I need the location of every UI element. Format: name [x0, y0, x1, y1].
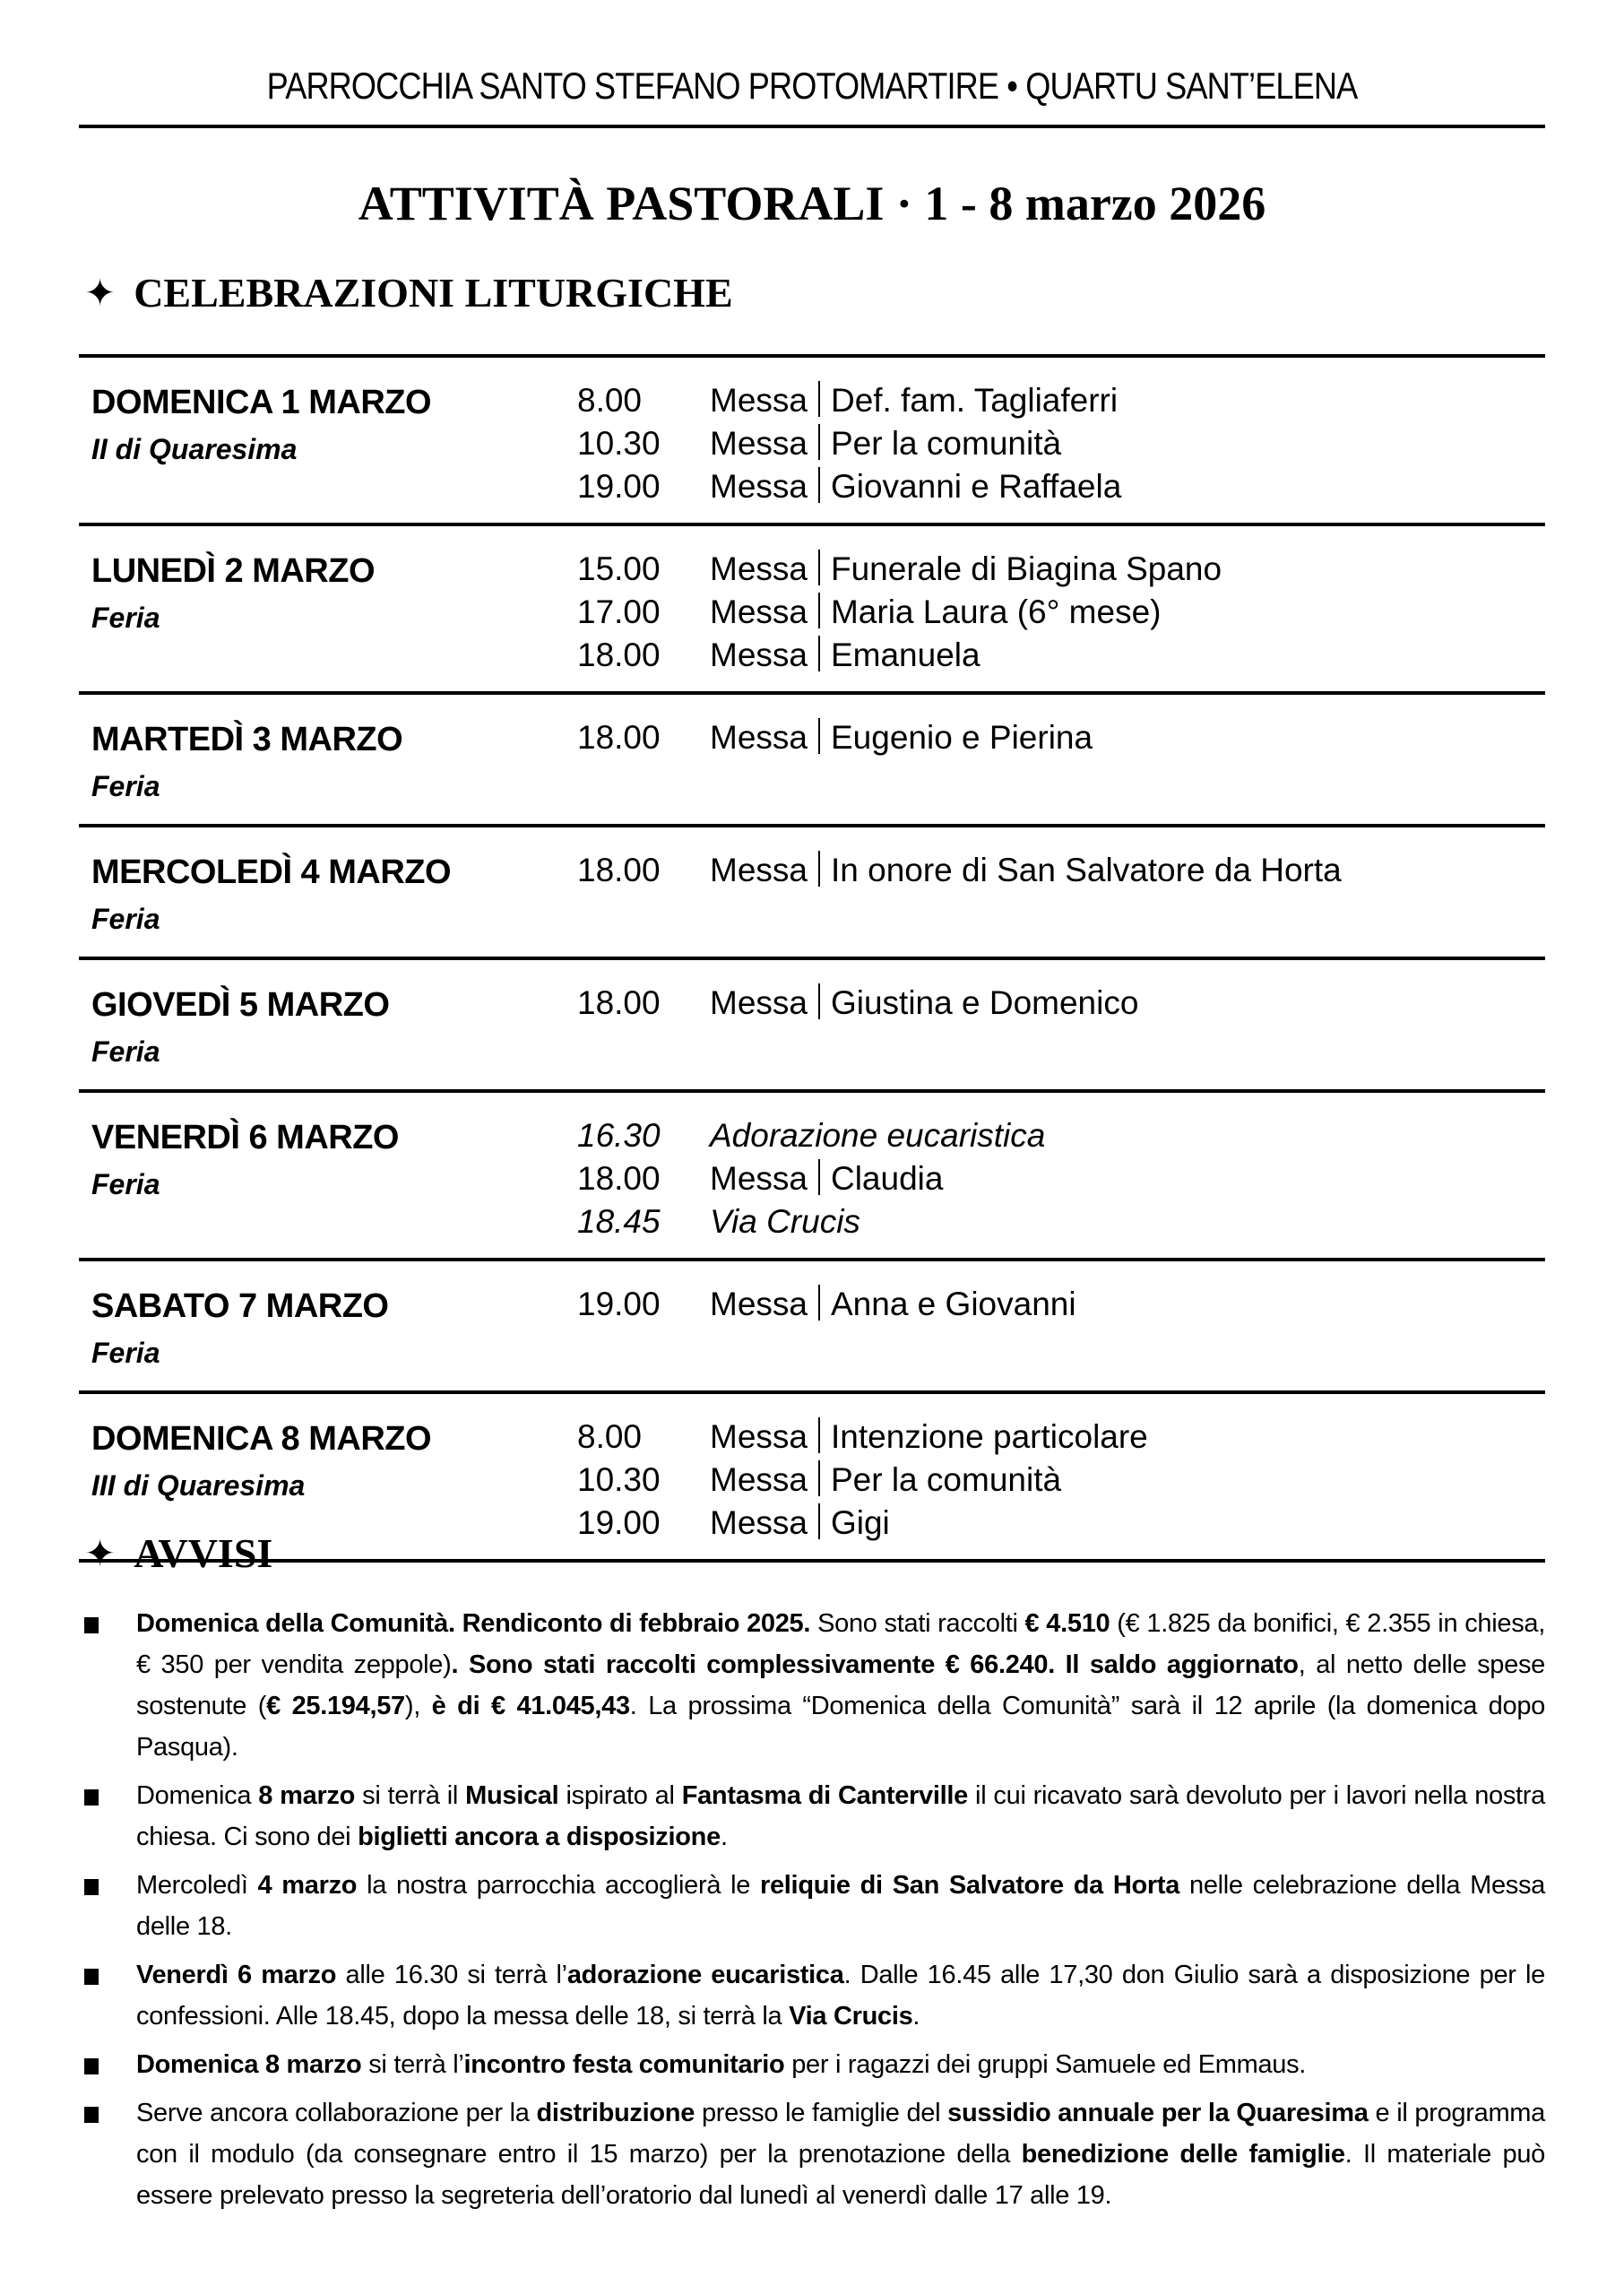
event-type: Messa	[710, 984, 808, 1021]
event-type: Messa	[710, 1418, 808, 1455]
event-intention: Claudia	[830, 1160, 944, 1197]
event-description	[710, 982, 1138, 1025]
section-heading-celebrazioni	[84, 269, 733, 316]
day-name: SABATO 7 MARZO	[91, 1287, 389, 1325]
page-title: ATTIVITÀ PASTORALI · 1 - 8 marzo 2026	[358, 177, 1266, 230]
event-description	[710, 591, 1161, 634]
notice-text: . Il materiale può essere prelevato presso la segreteria dell’oratorio dal lunedì al venerdì dalle 17 alle 19.	[136, 2140, 1545, 2210]
event-item	[577, 716, 1545, 759]
notice-emphasis: adorazione eucaristica	[566, 1961, 844, 1989]
events-list	[577, 849, 1545, 942]
event-intention: Giovanni e Raffaela	[830, 468, 1122, 505]
event-description	[710, 422, 1061, 465]
event-time: 19.00	[577, 1286, 661, 1322]
day-info	[79, 716, 577, 810]
event-time: 8.00	[577, 1418, 643, 1455]
day-info	[79, 379, 577, 508]
event-time: 18.00	[577, 719, 661, 756]
event-time: 18.00	[577, 1160, 661, 1197]
notice-emphasis: è di € 41.045,43	[431, 1692, 630, 1720]
notice-emphasis: Domenica della Comunità. Rendiconto di febbraio 2025.	[136, 1609, 811, 1638]
event-type: Messa	[710, 1461, 808, 1498]
event-description	[710, 1416, 1148, 1459]
event-intention: Funerale di Biagina Spano	[830, 550, 1222, 587]
event-description	[710, 1283, 1076, 1326]
separator	[818, 550, 820, 585]
separator	[818, 424, 820, 460]
event-type: Messa	[710, 1160, 808, 1197]
notice-text: Serve ancora collaborazione per la	[136, 2099, 537, 2127]
square-bullet-icon	[84, 1789, 99, 1806]
schedule-row	[79, 1258, 1545, 1390]
event-description	[710, 849, 1342, 892]
notice-emphasis: Fantasma di Canterville	[681, 1781, 968, 1810]
day-name: DOMENICA 1 MARZO	[91, 384, 432, 421]
day-info	[79, 548, 577, 677]
event-description	[710, 379, 1118, 422]
notice-emphasis: Venerdì 6 marzo	[136, 1961, 337, 1989]
square-bullet-icon	[84, 1879, 99, 1895]
notice-text: si terrà il	[355, 1781, 466, 1810]
liturgical-day: Feria	[91, 1337, 160, 1369]
notice-text: ispirato al	[558, 1781, 682, 1810]
notice-emphasis: benedizione delle famiglie	[1021, 2140, 1345, 2169]
event-intention: Anna e Giovanni	[830, 1286, 1076, 1322]
parish-header: PARROCCHIA SANTO STEFANO PROTOMARTIRE • QUARTU SANT’ELENA	[266, 65, 1358, 107]
event-intention: Emanuela	[830, 637, 980, 673]
event-type: Messa	[710, 1504, 808, 1541]
day-info	[79, 1416, 577, 1545]
event-time: 18.00	[577, 852, 661, 888]
event-description	[710, 1502, 890, 1545]
square-bullet-icon	[84, 2107, 99, 2123]
event-description	[710, 634, 980, 677]
schedule-row	[79, 1390, 1545, 1563]
event-time: 19.00	[577, 1504, 661, 1541]
notice-emphasis: sussidio annuale per la Quaresima	[947, 2099, 1369, 2127]
notice-text: (€ 1.825 da bonifici, € 2.355 in chiesa, € 350 per vendita zeppole)	[136, 1609, 1545, 1679]
day-info	[79, 849, 577, 942]
events-list	[577, 716, 1545, 810]
notice-emphasis: € 25.194,57	[266, 1692, 405, 1720]
notice-text: per i ragazzi dei gruppi Samuele ed Emmaus.	[784, 2050, 1307, 2079]
schedule-row	[79, 1089, 1545, 1258]
notice-emphasis: Via Crucis	[789, 2002, 913, 2031]
event-description	[710, 1200, 860, 1243]
notice-emphasis: € 4.510	[1024, 1609, 1110, 1638]
event-item	[577, 1200, 1545, 1243]
event-intention: Adorazione eucaristica	[710, 1117, 1046, 1154]
event-type: Messa	[710, 852, 808, 888]
notices-list	[79, 1603, 1545, 2223]
notice-item	[79, 1775, 1545, 1858]
notice-text: Mercoledì	[136, 1871, 258, 1900]
liturgical-day: Feria	[91, 602, 160, 634]
liturgical-day: III di Quaresima	[91, 1469, 306, 1502]
event-type: Messa	[710, 425, 808, 462]
event-intention: In onore di San Salvatore da Horta	[830, 852, 1342, 888]
notice-item	[79, 1865, 1545, 1947]
event-time: 8.00	[577, 382, 643, 419]
separator	[818, 851, 820, 887]
notice-text: si terrà l’	[361, 2050, 464, 2079]
day-name: MARTEDÌ 3 MARZO	[91, 721, 403, 758]
schedule-row	[79, 824, 1545, 957]
notice-item	[79, 2044, 1545, 2085]
event-type: Messa	[710, 1286, 808, 1322]
square-bullet-icon	[84, 1617, 99, 1633]
separator	[818, 467, 820, 503]
notice-item	[79, 1954, 1545, 2037]
schedule-row	[79, 354, 1545, 523]
event-time: 17.00	[577, 593, 661, 630]
event-item	[577, 1114, 1545, 1157]
event-item	[577, 1157, 1545, 1200]
notice-item	[79, 2092, 1545, 2216]
notice-emphasis: reliquie di San Salvatore da Horta	[759, 1871, 1180, 1900]
event-item	[577, 634, 1545, 677]
notice-emphasis: 4 marzo	[257, 1871, 358, 1900]
notice-text: ),	[404, 1692, 432, 1720]
event-description	[710, 1157, 943, 1200]
event-intention: Maria Laura (6° mese)	[830, 593, 1162, 630]
header-divider	[79, 125, 1545, 128]
event-item	[577, 465, 1545, 508]
event-time: 18.45	[577, 1203, 661, 1240]
separator	[818, 1417, 820, 1453]
event-item	[577, 422, 1545, 465]
separator	[818, 983, 820, 1019]
schedule-row	[79, 691, 1545, 824]
schedule-row	[79, 523, 1545, 691]
event-time: 18.00	[577, 637, 661, 673]
event-description	[710, 548, 1222, 591]
event-item	[577, 1416, 1545, 1459]
event-description	[710, 1459, 1061, 1502]
notice-text: .	[912, 2002, 920, 2031]
event-time: 16.30	[577, 1117, 661, 1154]
day-name: LUNEDÌ 2 MARZO	[91, 552, 375, 590]
event-intention: Eugenio e Pierina	[830, 719, 1093, 756]
event-item	[577, 1502, 1545, 1545]
event-type: Messa	[710, 593, 808, 630]
event-type: Messa	[710, 382, 808, 419]
events-list	[577, 548, 1545, 677]
event-time: 15.00	[577, 550, 661, 587]
notice-text: Sono stati raccolti	[810, 1609, 1025, 1638]
four-pointed-star-icon: ✦	[84, 271, 117, 315]
event-intention: Gigi	[830, 1504, 890, 1541]
event-item	[577, 1459, 1545, 1502]
section-label: CELEBRAZIONI LITURGICHE	[134, 270, 733, 316]
event-intention: Via Crucis	[710, 1203, 860, 1240]
notice-emphasis: biglietti ancora a disposizione	[358, 1823, 721, 1851]
event-intention: Per la comunità	[830, 425, 1062, 462]
event-item	[577, 982, 1545, 1025]
event-intention: Def. fam. Tagliaferri	[830, 382, 1119, 419]
separator	[818, 1285, 820, 1321]
day-info	[79, 982, 577, 1075]
notice-text: la nostra parrocchia accoglierà le	[357, 1871, 760, 1900]
notice-text: . La prossima “Domenica della Comunità” sarà il 12 aprile (la domenica dopo Pasqua).	[136, 1692, 1545, 1762]
event-description	[710, 465, 1121, 508]
event-type: Messa	[710, 637, 808, 673]
liturgical-day: II di Quaresima	[91, 433, 298, 465]
notice-text: alle 16.30 si terrà l’	[336, 1961, 567, 1989]
notice-text: Domenica	[136, 1781, 259, 1810]
notice-text: nelle celebrazione della Messa delle 18.	[136, 1871, 1546, 1941]
event-intention: Giustina e Domenico	[830, 984, 1139, 1021]
day-info	[79, 1283, 577, 1376]
event-type: Messa	[710, 550, 808, 587]
separator	[818, 593, 820, 628]
event-description	[710, 716, 1093, 759]
notice-text: il cui ricavato sarà devoluto per i lavori nella nostra chiesa. Ci sono dei	[136, 1781, 1545, 1851]
notice-emphasis: Domenica 8 marzo	[136, 2050, 362, 2079]
square-bullet-icon	[84, 2058, 99, 2074]
notice-emphasis: 8 marzo	[258, 1781, 356, 1810]
liturgical-day: Feria	[91, 1035, 160, 1068]
event-time: 18.00	[577, 984, 661, 1021]
day-name: MERCOLEDÌ 4 MARZO	[91, 853, 452, 891]
events-list	[577, 982, 1545, 1075]
liturgical-day: Feria	[91, 903, 160, 935]
event-intention: Per la comunità	[830, 1461, 1062, 1498]
notice-item	[79, 1603, 1545, 1768]
notice-text: presso le famiglie del	[695, 2099, 948, 2127]
day-info	[79, 1114, 577, 1243]
four-pointed-star-icon: ✦	[84, 1531, 117, 1575]
liturgical-day: Feria	[91, 770, 160, 802]
notice-emphasis: incontro festa comunitario	[463, 2050, 785, 2079]
separator	[818, 718, 820, 754]
notice-text: .	[720, 1823, 728, 1851]
event-time: 19.00	[577, 468, 661, 505]
notice-text: e il programma con il modulo (da consegnare entro il 15 marzo) per la prenotazione della	[136, 2099, 1545, 2169]
separator	[818, 1159, 820, 1195]
event-item	[577, 548, 1545, 591]
event-intention: Intenzione particolare	[830, 1418, 1148, 1455]
day-name: DOMENICA 8 MARZO	[91, 1420, 432, 1458]
event-item	[577, 849, 1545, 892]
event-description	[710, 1114, 1045, 1157]
event-type: Messa	[710, 468, 808, 505]
schedule-table	[79, 354, 1545, 1563]
section-label: AVVISI	[134, 1530, 273, 1576]
liturgical-day: Feria	[91, 1168, 160, 1200]
notice-text: . Dalle 16.45 alle 17,30 don Giulio sarà a disposizione per le confessioni. Alle 18.45, dopo la messa delle 18, si terrà la	[136, 1961, 1545, 2031]
separator	[818, 1460, 820, 1496]
notice-emphasis: . Sono stati raccolti complessivamente € 66.240. Il saldo aggiornato	[451, 1650, 1299, 1679]
event-item	[577, 591, 1545, 634]
event-type: Messa	[710, 719, 808, 756]
day-name: VENERDÌ 6 MARZO	[91, 1119, 399, 1156]
day-name: GIOVEDÌ 5 MARZO	[91, 986, 390, 1024]
square-bullet-icon	[84, 1969, 99, 1985]
notice-emphasis: distribuzione	[536, 2099, 695, 2127]
separator	[818, 381, 820, 417]
event-item	[577, 379, 1545, 422]
separator	[818, 636, 820, 671]
event-item	[577, 1283, 1545, 1326]
event-time: 10.30	[577, 1461, 661, 1498]
notice-text: , al netto delle spese sostenute (	[136, 1650, 1545, 1720]
events-list	[577, 379, 1545, 508]
notice-emphasis: Musical	[465, 1781, 559, 1810]
separator	[818, 1503, 820, 1539]
events-list	[577, 1114, 1545, 1243]
events-list	[577, 1416, 1545, 1545]
schedule-row	[79, 957, 1545, 1089]
section-heading-avvisi	[84, 1529, 272, 1577]
event-time: 10.30	[577, 425, 661, 462]
events-list	[577, 1283, 1545, 1376]
